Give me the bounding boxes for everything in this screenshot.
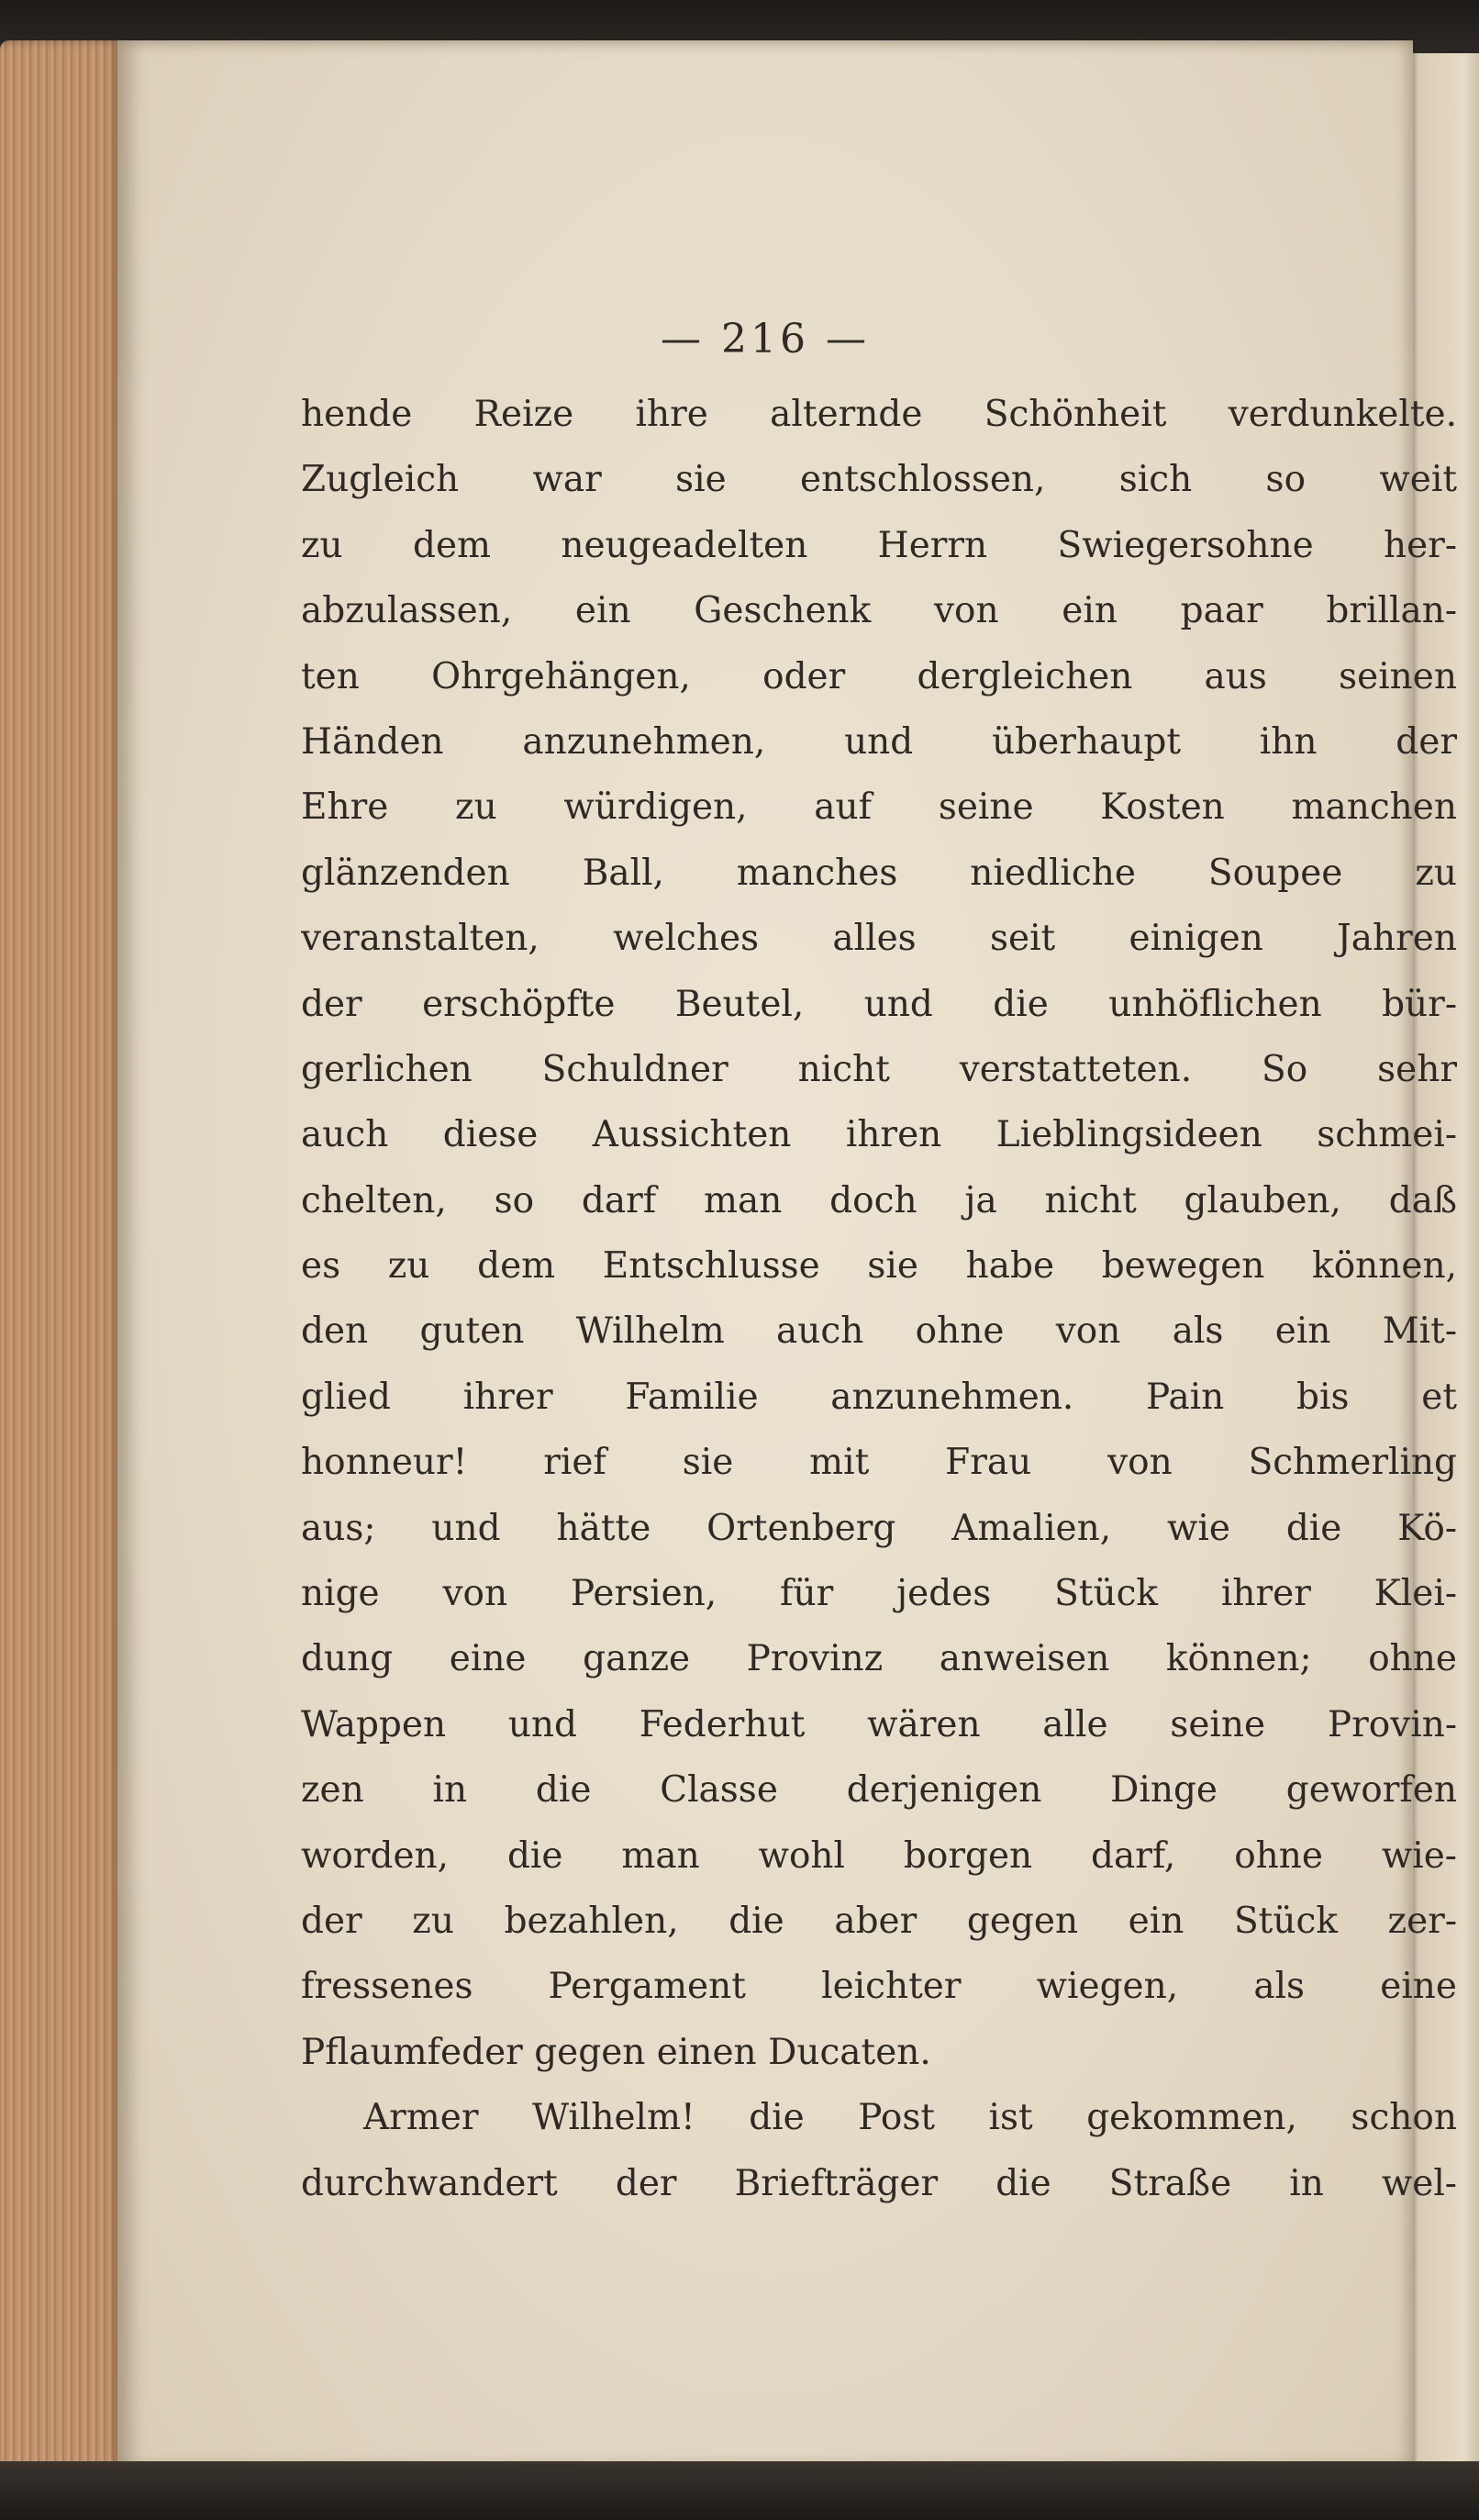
text-line: dung eine ganze Provinz anweisen können; ohne [301, 1638, 1457, 1680]
text-line: glänzenden Ball, manches niedliche Soupee zu [301, 852, 1457, 894]
text-line: Händen anzunehmen, und überhaupt ihn der [301, 720, 1457, 763]
text-line: zen in die Classe derjenigen Dinge geworfen [301, 1769, 1457, 1812]
text-line: auch diese Aussichten ihren Lieblingsideen schmei- [301, 1114, 1457, 1156]
text-line: Ehre zu würdigen, auf seine Kosten manchen [301, 786, 1457, 829]
text-line: ten Ohrgehängen, oder dergleichen aus seinen [301, 655, 1457, 697]
text-line: Pflaumfeder gegen einen Ducaten. [301, 2031, 931, 2073]
text-line: durchwandert der Briefträger die Straße in wel- [301, 2162, 1457, 2204]
text-line: worden, die man wohl borgen darf, ohne wie- [301, 1834, 1457, 1877]
text-line: den guten Wilhelm auch ohne von als ein Mit- [301, 1310, 1457, 1353]
text-line: nige von Persien, für jedes Stück ihrer Klei- [301, 1573, 1457, 1615]
text-line: veranstalten, welches alles seit einigen Jahren [301, 918, 1457, 960]
text-line: abzulassen, ein Geschenk von ein paar brillan- [301, 590, 1457, 632]
text-line: glied ihrer Familie anzunehmen. Pain bis et [301, 1376, 1457, 1418]
body-text [301, 382, 1457, 2216]
text-line: Zugleich war sie entschlossen, sich so weit [301, 459, 1457, 501]
text-line: es zu dem Entschlusse sie habe bewegen können, [301, 1245, 1457, 1288]
text-line: fressenes Pergament leichter wiegen, als eine [301, 1966, 1457, 2008]
text-line: Wappen und Federhut wären alle seine Provin- [301, 1703, 1457, 1745]
text-line: aus; und hätte Ortenberg Amalien, wie die Kö- [301, 1507, 1457, 1549]
text-line: der erschöpfte Beutel, und die unhöflichen bür- [301, 983, 1457, 1025]
text-line: honneur! rief sie mit Frau von Schmerling [301, 1442, 1457, 1484]
text-line: chelten, so darf man doch ja nicht glauben, daß [301, 1179, 1457, 1221]
text-line: der zu bezahlen, die aber gegen ein Stück zer- [301, 1900, 1457, 1942]
scan-background-bottom [0, 2461, 1479, 2520]
text-line: zu dem neugeadelten Herrn Swiegersohne her- [301, 524, 1457, 566]
book-page-edges [0, 40, 121, 2472]
book-page [117, 40, 1457, 2469]
page-number: — 216 — [661, 316, 870, 362]
text-line: Armer Wilhelm! die Post ist gekommen, schon [363, 2097, 1457, 2139]
text-line: gerlichen Schuldner nicht verstatteten. So sehr [301, 1048, 1457, 1090]
text-line: hende Reize ihre alternde Schönheit verdunkelte. [301, 394, 1457, 435]
